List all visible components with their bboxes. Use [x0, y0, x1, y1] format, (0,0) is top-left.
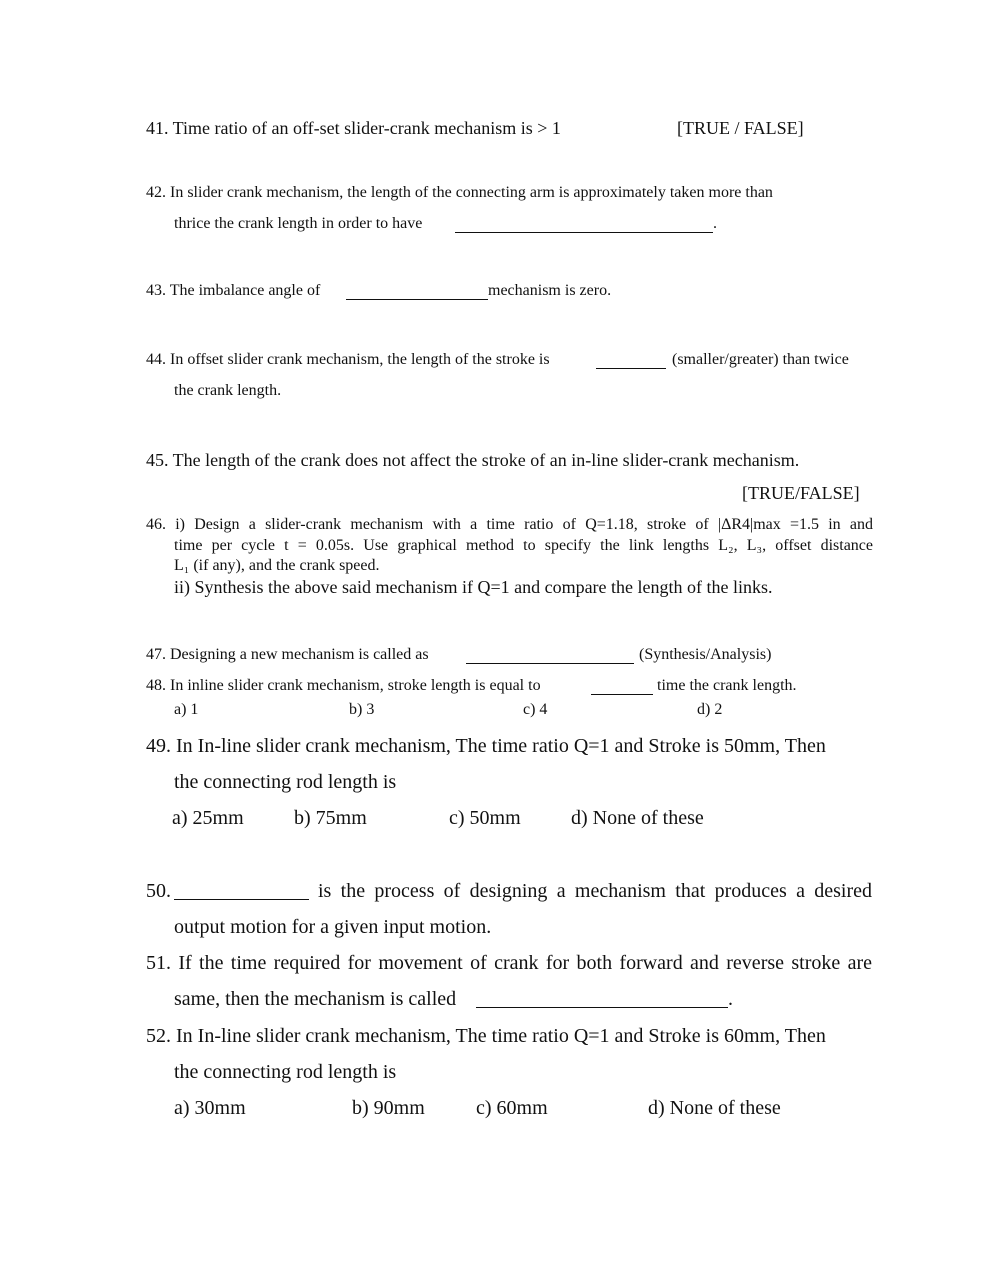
q52-option-a: a) 30mm — [174, 1097, 246, 1119]
q49-option-a: a) 25mm — [172, 807, 244, 829]
q42-blank — [455, 232, 713, 233]
q46-part1-line3: L₁ (if any), and the crank speed. — [174, 557, 380, 574]
q43-text-end: mechanism is zero. — [488, 282, 612, 299]
q48-text-start: 48. In inline slider crank mechanism, stroke length is equal to — [146, 677, 541, 694]
q46-part2: ii) Synthesis the above said mechanism if Q=1 and compare the length of the links. — [174, 577, 773, 597]
q47-blank — [466, 663, 634, 664]
q49-line2: the connecting rod length is — [174, 771, 397, 793]
q48-blank — [591, 694, 653, 695]
q52-line1: 52. In In-line slider crank mechanism, The time ratio Q=1 and Stroke is 60mm, Then — [146, 1025, 826, 1047]
q52-option-b: b) 90mm — [352, 1097, 425, 1119]
q48-option-a: a) 1 — [174, 701, 199, 718]
q51-blank — [476, 1007, 728, 1008]
q51-line1: 51. If the time required for movement of crank for both forward and reverse stroke are — [146, 952, 872, 974]
q45-text: 45. The length of the crank does not affect the stroke of an in-line slider-crank mechanism. — [146, 450, 800, 470]
q48-option-b: b) 3 — [349, 701, 375, 718]
q52-line2: the connecting rod length is — [174, 1061, 397, 1083]
q49-option-c: c) 50mm — [449, 807, 521, 829]
q52-option-d: d) None of these — [648, 1097, 781, 1119]
q44-blank — [596, 368, 666, 369]
q45-answer-choice: [TRUE/FALSE] — [742, 483, 860, 503]
q46-part1-line2: time per cycle t = 0.05s. Use graphical method to specify the link lengths L₂, L₃, offset distance — [174, 537, 873, 554]
q50-blank — [174, 899, 309, 900]
q46-part1-line1: 46. i) Design a slider-crank mechanism with a time ratio of Q=1.18, stroke of |ΔR4|max =1.5 in and — [146, 516, 873, 533]
q52-option-c: c) 60mm — [476, 1097, 548, 1119]
q41-text: 41. Time ratio of an off-set slider-crank mechanism is > 1 — [146, 118, 561, 138]
q44-line2: the crank length. — [174, 382, 282, 399]
q50-text-end: is the process of designing a mechanism that produces a desired — [318, 880, 872, 902]
q49-option-d: d) None of these — [571, 807, 704, 829]
q44-text-start: 44. In offset slider crank mechanism, the length of the stroke is — [146, 351, 550, 368]
q42-line2: thrice the crank length in order to have — [174, 215, 423, 232]
q48-option-d: d) 2 — [697, 701, 723, 718]
q49-option-b: b) 75mm — [294, 807, 367, 829]
q48-option-c: c) 4 — [523, 701, 548, 718]
q50-line2: output motion for a given input motion. — [174, 916, 492, 938]
q42-line1: 42. In slider crank mechanism, the length of the connecting arm is approximately taken more than — [146, 184, 773, 201]
q43-blank — [346, 299, 488, 300]
q49-line1: 49. In In-line slider crank mechanism, The time ratio Q=1 and Stroke is 50mm, Then — [146, 735, 826, 757]
q44-text-end: (smaller/greater) than twice — [672, 351, 849, 368]
q42-end: . — [713, 215, 717, 232]
q47-text-start: 47. Designing a new mechanism is called as — [146, 646, 429, 663]
q41-answer-choice: [TRUE / FALSE] — [677, 118, 804, 138]
q50-number: 50. — [146, 880, 171, 902]
q51-line2: same, then the mechanism is called — [174, 988, 457, 1010]
q47-text-end: (Synthesis/Analysis) — [639, 646, 772, 663]
q43-text-start: 43. The imbalance angle of — [146, 282, 321, 299]
q51-end: . — [728, 988, 733, 1010]
q48-text-end: time the crank length. — [657, 677, 797, 694]
